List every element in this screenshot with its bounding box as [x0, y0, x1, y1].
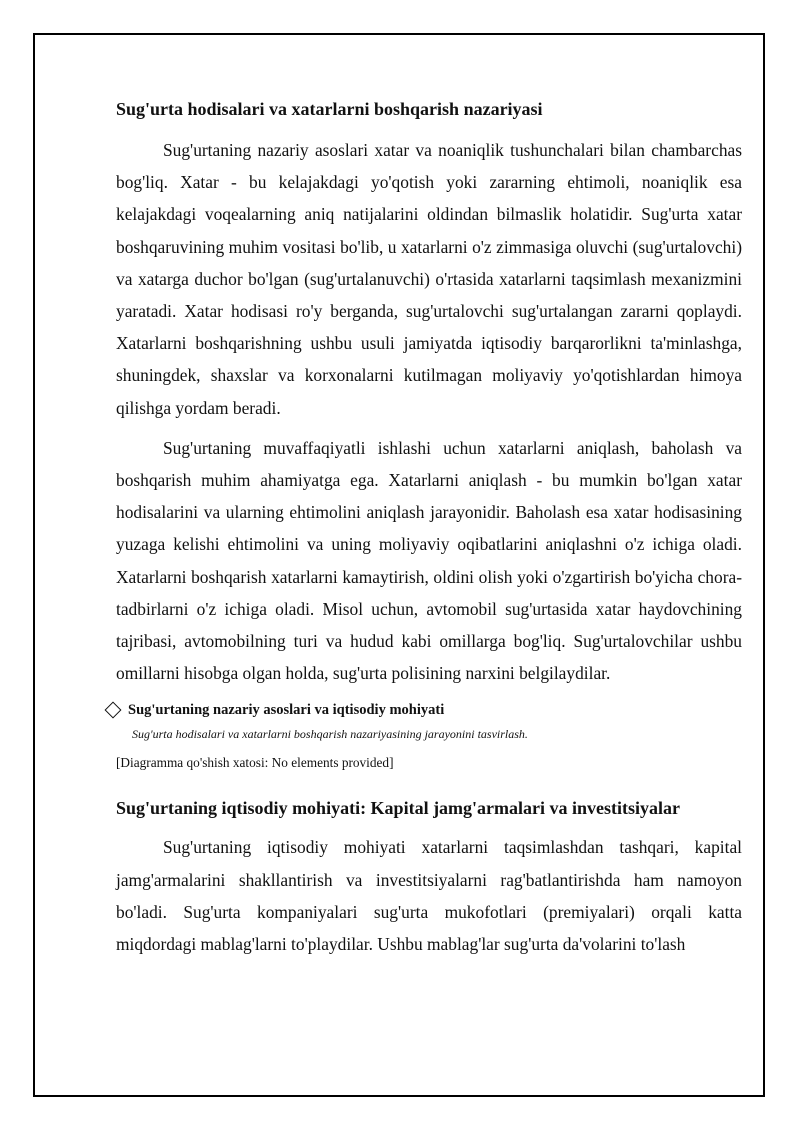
section-heading-economic-essence: Sug'urtaning iqtisodiy mohiyati: Kapital jamg'armalari va investitsiyalar — [116, 798, 681, 819]
figure-caption: Sug'urta hodisalari va xatarlarni boshqarish nazariyasining jarayonini tasvirlash. — [132, 727, 528, 742]
diagram-error-message: [Diagramma qo'shish xatosi: No elements provided] — [116, 755, 394, 771]
diamond-icon — [105, 702, 122, 719]
paragraph: Sug'urtaning nazariy asoslari xatar va noaniqlik tushunchalari bilan chambarchas bog'liq. Xatar - bu kelajakdagi yo'qotish yoki zararning ehtimoli, noaniqlik esa kelajakdagi voqealarning aniq natijalarini oldindan bilmaslik holatidir. Sug'urta xatar boshqaruvining muhim vositasi bo'lib, u xatarlarni o'z zimmasiga oluvchi (sug'urtalovchi) va xatarga duchor bo'lgan (sug'urtalanuvchi) o'rtasida xatarlarni taqsimlash mexanizmini yaratadi. Xatar hodisasi ro'y berganda, sug'urtalovchi sug'urtalangan zararni qoplaydi. Xatarlarni boshqarishning ushbu usuli jamiyatda iqtisodiy barqarorlikni ta'minlashga, shuningdek, shaxslar va korxonalarni kutilmagan moliyaviy yo'qotishlardan himoya qilishga yordam beradi. — [116, 140, 742, 418]
figure-title — [102, 699, 742, 721]
section-heading-risk-theory: Sug'urta hodisalari va xatarlarni boshqarish nazariyasi — [116, 99, 543, 119]
document-content — [116, 96, 742, 968]
figure-title-text: Sug'urtaning nazariy asoslari va iqtisodiy mohiyati — [128, 702, 445, 719]
paragraph: Sug'urtaning iqtisodiy mohiyati xatarlarni taqsimlashdan tashqari, kapital jamg'armalarini shakllantirish va investitsiyalarni rag'batlantirishda ham namoyon bo'ladi. Sug'urta kompaniyalari sug'urta mukofotlari (premiyalari) orqali katta miqdordagi mablag'larni to'playdilar. Ushbu mablag'lar sug'urta da'volarini to'lash — [116, 837, 742, 955]
paragraph: Sug'urtaning muvaffaqiyatli ishlashi uchun xatarlarni aniqlash, baholash va boshqarish muhim ahamiyatga ega. Xatarlarni aniqlash - bu mumkin bo'lgan xatar hodisalarini va ularning ehtimolini aniqlash jarayonidir. Baholash esa xatar hodisasining yuzaga kelishi ehtimolini va uning moliyaviy oqibatlarini aniqlashni o'z ichiga oladi. Xatarlarni boshqarish xatarlarni kamaytirish, oldini olish yoki o'zgartirish bo'yicha chora-tadbirlarni o'z ichiga oladi. Misol uchun, avtomobil sug'urtasida xatar haydovchining tajribasi, avtomobilning turi va hudud kabi omillarga bog'liq. Sug'urtalovchilar ushbu omillarni hisobga olgan holda, sug'urta polisining narxini belgilaydilar. — [116, 437, 742, 684]
